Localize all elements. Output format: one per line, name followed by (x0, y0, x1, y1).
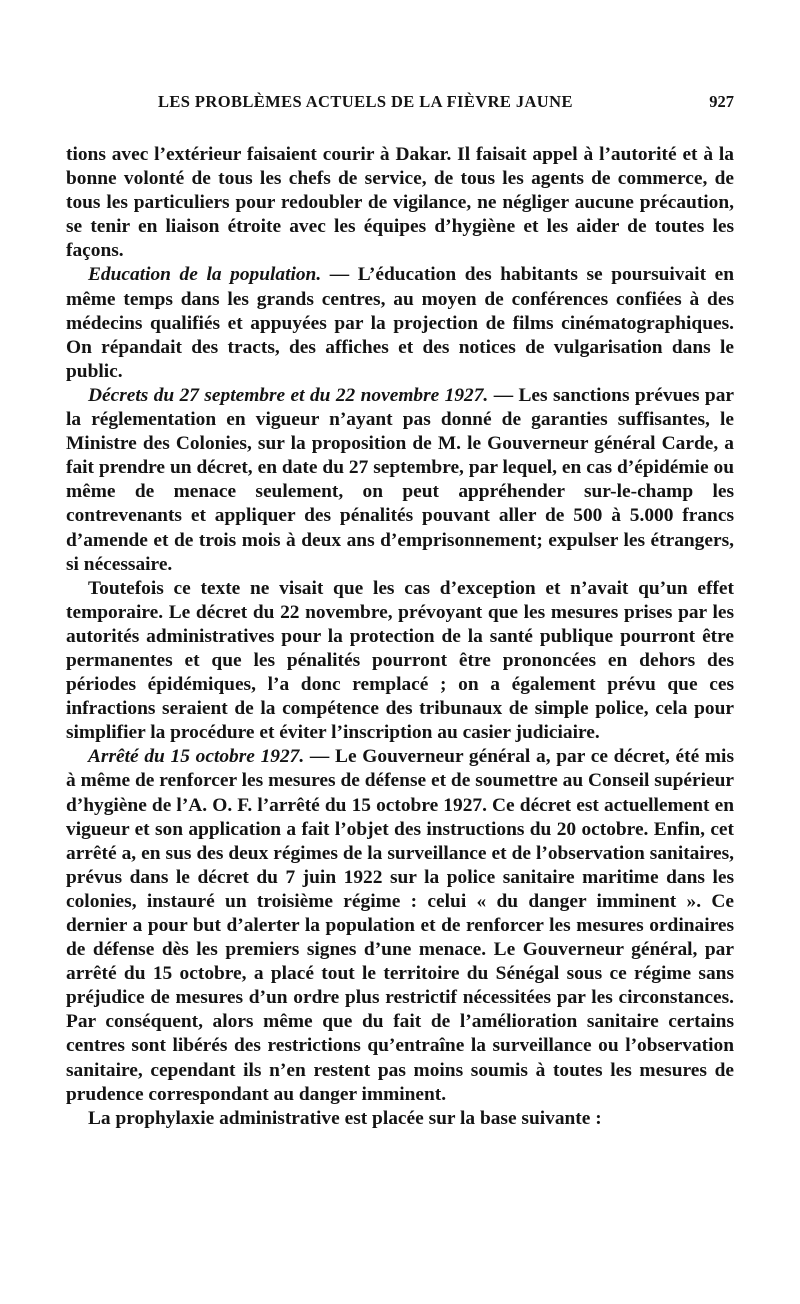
body-text (66, 143, 734, 1131)
paragraph-text: — Le Gouverneur général a, par ce décret, été mis à même de renforcer les mesures de défense et de soumettre au Conseil supérieur d’hygiène de l’A. O. F. l’arrêté du 15 octobre 1927. Ce décret est actuellement en vigueur et son application a fait l’objet des instructions du 20 octobre. Enfin, cet arrêté a, en sus des deux régimes de la surveillance et de l’observation sanitaires, prévus dans le décret du 7 juin 1922 sur la police sanitaire maritime dans les colonies, instauré un troisième régime : celui « du danger imminent ». Ce dernier a pour but d’alerter la population et de renforcer les mesures ordinaires de défense dès les premiers signes d’une menace. Le Gouverneur général, par arrêté du 15 octobre, a placé tout le territoire du Sénégal sous ce régime sans préjudice de mesures d’un ordre plus restrictif nécessitées par les circonstances. Par conséquent, alors même que du fait de l’amélioration sanitaire certains centres sont libérés des restrictions qu’entraîne la surveillance ou l’observation sanitaire, cependant ils n’en restent pas moins soumis à toutes les mesures de prudence correspondant au danger imminent. (66, 746, 734, 1105)
paragraph-text: tions avec l’extérieur faisaient courir à Dakar. Il faisait appel à l’autorité et à la bonne volonté de tous les chefs de service, de tous les agents de commerce, de tous les particuliers pour redoubler de vigilance, ne négliger aucune précaution, se tenir en liaison étroite avec les équipes d’hygiène et les aider de toutes les façons. (66, 144, 734, 262)
paragraph-text: Toutefois ce texte ne visait que les cas d’exception et n’avait qu’un effet temporaire. Le décret du 22 novembre, prévoyant que les mesures prises par les autorités administratives pour la protection de la santé publique pourront être permanentes et que les pénalités pourront être prononcées en dehors des périodes épidémiques, l’a donc remplacé ; on a également prévu que ces infractions seraient de la compétence des tribunaux de simple police, cela pour simplifier la procédure et éviter l’inscription au casier judiciaire. (66, 577, 734, 744)
paragraph-text: — Les sanctions prévues par la réglementation en vigueur n’ayant pas donné de garanties suffisantes, le Ministre des Colonies, sur la proposition de M. le Gouverneur général Carde, a fait prendre un décret, en date du 27 septembre, par lequel, en cas d’épidémie ou même de menace seulement, on peut appréhender sur-le-champ les contrevenants et appliquer des pénalités pouvant aller de 500 à 5.000 francs d’amende et de trois mois à deux ans d’emprisonnement; expulser les étrangers, si nécessaire. (66, 384, 735, 575)
section-heading: Décrets du 27 septembre et du 22 novembre 1927. (88, 384, 489, 406)
paragraph-continuation (66, 143, 734, 263)
paragraph-text: — L’éducation des habitants se poursuivait en même temps dans les grands centres, au moyen de conférences confiées à des médecins qualifiés et appuyées par la projection de films cinématographiques. On répandait des tracts, des affiches et des notices de vulgarisation dans le public. (66, 264, 735, 382)
paragraph-decrets (66, 384, 734, 577)
paragraph-education (66, 263, 734, 383)
paragraph-toutefois (66, 577, 734, 746)
page-number: 927 (709, 92, 734, 111)
paragraph-arrete (66, 745, 734, 1106)
running-title: LES PROBLÈMES ACTUELS DE LA FIÈVRE JAUNE (158, 92, 573, 111)
section-heading: Education de la population. (88, 264, 322, 286)
paragraph-prophylaxie (66, 1107, 734, 1131)
paragraph-text: La prophylaxie administrative est placée sur la base suivante : (88, 1107, 602, 1129)
running-header (66, 92, 734, 118)
section-heading: Arrêté du 15 octobre 1927. (88, 746, 305, 768)
